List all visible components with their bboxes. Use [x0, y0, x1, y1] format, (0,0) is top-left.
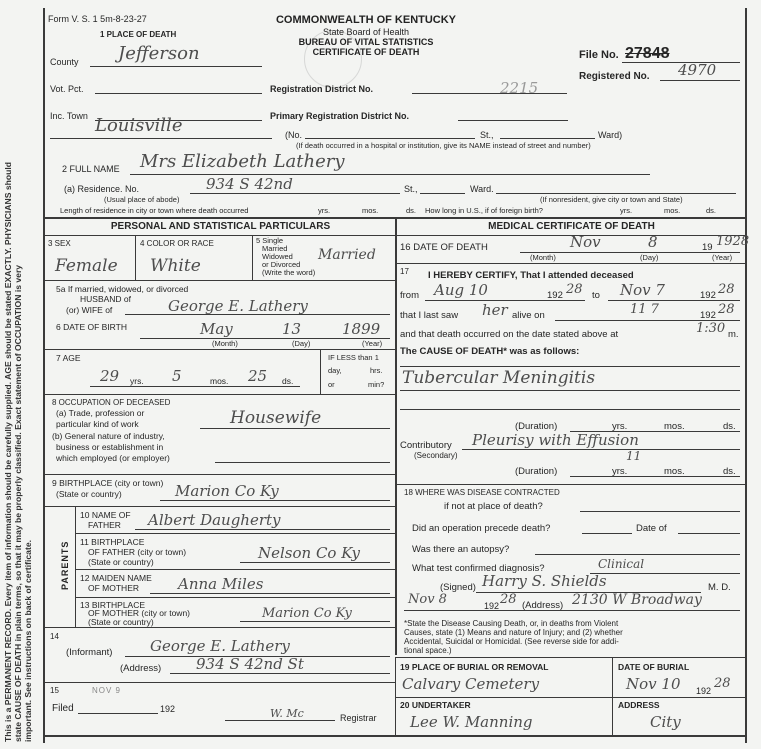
mother-bp-label-1: 13 BIRTHPLACE	[80, 600, 146, 610]
filed-label: Filed	[52, 703, 74, 714]
date-of-death-year: 1928	[716, 234, 750, 249]
last-saw-value: her	[482, 301, 508, 319]
usual-place-note: (Usual place of abode)	[104, 195, 180, 204]
spouse-label-1: 5a If married, widowed, or divorced	[56, 284, 189, 294]
primary-reg-label: Primary Registration District No.	[270, 111, 410, 121]
from-value: Aug 10	[434, 281, 488, 299]
full-name-value: Mrs Elizabeth Lathery	[140, 151, 345, 172]
color-value: White	[150, 256, 201, 276]
bottom-border	[43, 735, 745, 737]
reg-district-label: Registration District No.	[270, 84, 374, 94]
registrar-value: W. Mc	[270, 707, 304, 720]
sign-year: 28	[500, 592, 517, 607]
footnote-2: Causes, state (1) Means and nature of Injury; and (2) whether	[404, 628, 623, 637]
industry-label-1: (b) General nature of industry,	[52, 431, 165, 441]
column-divider	[395, 217, 397, 655]
city-value: Louisville	[95, 115, 183, 136]
date-burial-year: 28	[714, 676, 731, 691]
vot-pct-label: Vot. Pct.	[50, 84, 84, 94]
dob-label: 6 DATE OF BIRTH	[56, 322, 128, 332]
footnote-1: *State the Disease Causing Death, or, in deaths from Violent	[404, 619, 619, 628]
spouse-label-3: (or) WIFE of	[66, 305, 113, 315]
burial-value: Calvary Cemetery	[402, 675, 540, 693]
contributory-label: Contributory	[400, 440, 452, 451]
father-value: Albert Daugherty	[148, 511, 281, 529]
board-title: State Board of Health	[322, 27, 410, 37]
last-saw-label: that I last saw	[400, 310, 459, 321]
informant-address-label: (Address)	[120, 663, 162, 674]
death-certificate: This is a PERMANENT RECORD. Every item of information should be carefully supplied. AGE should be stated EXACTLY. PHYSICIANS should state CAUSE OF DEATH in plain terms, so that it may be properly classified. Exact statement of OCCUPATION is very important. See instructions on back of certificate. Form V. S. 1 5m-8-23-27 1 PLACE OF DEATH COMMONWEALTH OF KENTUCKY State Board of Health BUREAU OF VITAL STATISTICS CERTIFICATE OF DEATH File No. 27848 Registered No. 4970 County Jefferson Vot. Pct. Registration District No. 2215 Inc. Town Primary Registration District No. Louisville (No. St., Ward) (If death occurred in a hospital or institution, give its NAME instead of street and number) 2 FULL NAME Mrs Elizabeth Lathery (a) Residence. No. 934 S 42nd St., Ward. (Usual place of abode) (If nonresident, give city or town and State) Length of residence in city or town where death occurred yrs. mos. ds. How long in U.S., if of foreign birth? yrs. mos. ds. PERSONAL AND STATISTICAL PARTICULARS 3 SEX Female 4 COLOR OR RACE White 5 Single Married Widowed or Divorced (Write the word) Married 5a If married, widowed, or divorced HUSBAND of (or) WIFE of George E. Lathery 6 DATE OF BIRTH May 13 1899 (Month) (Day) (Year) 7 AGE 29 yrs. 5 mos. 25 ds. IF LESS than 1 day, hrs. or min? 8 OCCUPATION OF DECEASED (a) Trade, profession or particular kind of work Housewife (b) General nature of industry, business or establishment in which employed (or employer) 9 BIRTHPLACE (city or town) (State or country) Marion Co Ky PARENTS 10 NAME OF FATHER Albert Daugherty 11 BIRTHPLACE OF FATHER (city or town) (State or country) Nelson Co Ky 12 MAIDEN NAME OF MOTHER Anna Miles 13 BIRTHPLACE OF MOTHER (city or town) (State or country) Marion Co Ky 14 (Informant) George E. Lathery (Address) 934 S 42nd St 15 Filed NOV 9 192 W. Mc Registrar MEDICAL CERTIFICATE OF DEATH 16 DATE OF DEATH Nov 8 19 1928 (Month) (Day) (Year) 17 I HEREBY CERTIFY, That I attended deceased from Aug 10 192 28 to Nov 7 192 28 that I last saw her alive on 11 7 192 28 and that death occurred on the date stated above at 1:30 m. The CAUSE OF DEATH* was as follows: Tubercular Meningitis (Duration) yrs. mos. ds. Contributory Pleurisy with Effusion (Secondary) 11 (Duration) yrs. mos. ds. 18 WHERE WAS DISEASE CONTRACTED if not at place of death? Did an operation precede death? Date of Was there an autopsy? What test confirmed diagnosis? Clinical (Signed) Harry S. Shields M. D. Nov 8 192 28 (Address) 2130 W Broadway *State the Disease Causing Death, or, in deaths from Violent Causes, state (1) Means and nature of Injury; and (2) whether Accidental, Suicidal or Homicidal. (See reverse side for addi- tional space.) 19 PLACE OF BURIAL OR REMOVAL DATE OF BURIAL Calvary Cemetery Nov 10 192 28 20 UNDERTAKER ADDRESS Lee W. Manning City	[0, 0, 761, 749]
informant-label: (Informant)	[66, 647, 113, 658]
left-border	[43, 8, 45, 743]
father-label-1: 10 NAME OF	[80, 510, 131, 520]
marital-label-3: Widowed	[262, 252, 293, 261]
filed-year: 192	[160, 704, 176, 714]
birthplace-label-2: (State or country)	[56, 489, 122, 499]
father-label-2: FATHER	[88, 520, 121, 530]
how-long-us-label: How long in U.S., if of foreign birth?	[425, 206, 543, 215]
registered-no-value: 4970	[678, 61, 717, 79]
county-label: County	[50, 57, 79, 67]
marital-label-4: or Divorced	[262, 260, 301, 269]
mother-bp-value: Marion Co Ky	[262, 606, 352, 621]
county-value: Jefferson	[118, 43, 200, 64]
father-bp-label-1: 11 BIRTHPLACE	[80, 537, 145, 547]
informant-value: George E. Lathery	[150, 637, 290, 655]
test-label: What test confirmed diagnosis?	[412, 563, 545, 574]
date-burial-value: Nov 10	[626, 675, 681, 693]
date-of-label: Date of	[636, 523, 667, 534]
signed-label: (Signed)	[440, 582, 476, 593]
spouse-label-2: HUSBAND of	[80, 294, 132, 304]
occupation-label-3: particular kind of work	[56, 419, 139, 429]
mother-label-2: OF MOTHER	[88, 583, 139, 593]
date-of-death-day: 8	[648, 233, 658, 251]
parents-label: PARENTS	[60, 540, 70, 590]
physician-address-label: (Address)	[522, 600, 564, 611]
residence-value: 934 S 42nd	[206, 175, 293, 193]
from-year: 28	[566, 282, 583, 297]
cause-value: Tubercular Meningitis	[402, 368, 596, 388]
operation-label: Did an operation precede death?	[412, 523, 551, 534]
father-bp-value: Nelson Co Ky	[258, 544, 360, 562]
father-bp-label-2: OF FATHER (city or town)	[88, 547, 187, 557]
undertaker-address-value: City	[650, 713, 681, 731]
file-no-label: File No.	[579, 49, 619, 61]
footnote-4: tional space.)	[404, 646, 452, 655]
contrib-mos: 11	[626, 449, 642, 463]
to-year: 28	[718, 282, 735, 297]
dob-day: 13	[282, 320, 302, 338]
inc-town-label: Inc. Town	[50, 111, 88, 121]
footnote-3: Accidental, Suicidal or Homicidal. (See reverse side for addi-	[404, 637, 619, 646]
occupation-value: Housewife	[230, 408, 322, 428]
birthplace-value: Marion Co Ky	[175, 482, 279, 500]
color-label: 4 COLOR OR RACE	[140, 239, 214, 248]
dob-year: 1899	[342, 320, 381, 338]
place-of-death-label: 1 PLACE OF DEATH	[100, 30, 177, 39]
industry-label-3: which employed (or employer)	[56, 453, 170, 463]
sex-value: Female	[55, 256, 118, 276]
ward-label: Ward)	[598, 130, 623, 140]
filed-no: 15	[50, 686, 59, 695]
from-label: from	[400, 290, 419, 301]
contributory-value: Pleurisy with Effusion	[472, 431, 639, 449]
informant-address-value: 934 S 42nd St	[196, 655, 304, 673]
medical-section-title: MEDICAL CERTIFICATE OF DEATH	[488, 221, 655, 232]
nonresident-note: (If nonresident, give city or town and State)	[540, 195, 683, 204]
form-number: Form V. S. 1 5m-8-23-27	[48, 14, 147, 24]
undertaker-value: Lee W. Manning	[410, 713, 533, 731]
age-yrs: 29	[100, 367, 120, 385]
residence-st-label: St.,	[404, 184, 418, 194]
to-label: to	[592, 290, 600, 301]
sex-label: 3 SEX	[48, 239, 71, 248]
date-of-death-label: 16 DATE OF DEATH	[400, 242, 488, 253]
commonwealth-title: COMMONWEALTH OF KENTUCKY	[275, 14, 457, 26]
marital-label-2: Married	[262, 244, 288, 253]
header-title-block	[250, 14, 482, 57]
if-not-label: if not at place of death?	[444, 501, 543, 512]
bureau-title: BUREAU OF VITAL STATISTICS	[298, 37, 434, 47]
informant-no: 14	[50, 632, 59, 641]
last-saw-date: 11 7	[630, 302, 659, 317]
cert-no: 17	[400, 267, 409, 276]
hospital-note: (If death occurred in a hospital or institution, give its NAME instead of street and number)	[296, 141, 591, 150]
signed-value: Harry S. Shields	[482, 572, 607, 590]
marital-value: Married	[318, 247, 376, 263]
last-saw-year: 28	[718, 302, 735, 317]
reg-district-value: 2215	[500, 79, 539, 97]
date-of-death-month: Nov	[570, 233, 601, 251]
age-ds: 25	[248, 367, 268, 385]
death-time: 1:30	[696, 321, 726, 336]
st-label: St.,	[480, 130, 494, 140]
occupation-label-1: 8 OCCUPATION OF DECEASED	[52, 398, 171, 407]
father-bp-label-3: (State or country)	[88, 557, 154, 567]
mother-value: Anna Miles	[178, 575, 264, 593]
registrar-label: Registrar	[340, 713, 377, 723]
residence-label: (a) Residence. No.	[64, 184, 140, 194]
marital-label-1: 5 Single	[256, 236, 284, 245]
mother-bp-label-3: (State or country)	[88, 617, 154, 627]
occupation-label-2: (a) Trade, profession or	[56, 408, 145, 418]
length-residence-label: Length of residence in city or town where death occurred	[60, 206, 249, 215]
age-label: 7 AGE	[56, 353, 81, 363]
registered-no-label: Registered No.	[579, 71, 650, 82]
file-no-value: 27848	[625, 45, 670, 62]
date-burial-label: DATE OF BURIAL	[618, 662, 690, 672]
certificate-title: CERTIFICATE OF DEATH	[312, 47, 420, 57]
full-name-label: 2 FULL NAME	[62, 164, 120, 174]
cause-label: The CAUSE OF DEATH* was as follows:	[400, 346, 580, 357]
if-less-label: IF LESS than 1	[328, 353, 379, 362]
test-value: Clinical	[598, 557, 645, 571]
personal-section-title: PERSONAL AND STATISTICAL PARTICULARS	[110, 221, 331, 232]
industry-label-2: business or establishment in	[56, 442, 164, 452]
certify-text: I HEREBY CERTIFY, That I attended deceased	[428, 270, 634, 281]
duration-label: (Duration)	[515, 421, 558, 432]
mother-bp-label-2: OF MOTHER (city or town)	[88, 608, 191, 618]
birthplace-label-1: 9 BIRTHPLACE (city or town)	[52, 478, 164, 488]
dob-month: May	[200, 320, 233, 338]
right-border	[745, 8, 747, 743]
no-label: (No.	[285, 130, 303, 140]
side-instructions: This is a PERMANENT RECORD. Every item of information should be carefully supplied. AGE should be stated EXACTLY. PHYSICIANS should state CAUSE OF DEATH in plain terms, so that it may be properly classified. Exact statement of OCCUPATION is very important. See instructions on back of certificate.	[3, 161, 33, 742]
filed-stamp: NOV 9	[92, 686, 122, 695]
undertaker-label: 20 UNDERTAKER	[400, 700, 471, 710]
disease-contracted-label: 18 WHERE WAS DISEASE CONTRACTED	[404, 488, 560, 497]
spouse-value: George E. Lathery	[168, 297, 308, 315]
age-mos: 5	[172, 367, 182, 385]
death-occurred-label: and that death occurred on the date stated above at	[400, 329, 619, 340]
undertaker-address-label: ADDRESS	[618, 700, 660, 710]
residence-ward-label: Ward.	[470, 184, 494, 194]
to-value: Nov 7	[620, 281, 665, 299]
autopsy-label: Was there an autopsy?	[412, 544, 510, 555]
burial-label: 19 PLACE OF BURIAL OR REMOVAL	[400, 662, 549, 672]
secondary-label: (Secondary)	[414, 451, 458, 460]
mother-label-1: 12 MAIDEN NAME	[80, 573, 152, 583]
sign-date: Nov 8	[408, 592, 447, 607]
marital-label-5: (Write the word)	[262, 268, 316, 277]
physician-address-value: 2130 W Broadway	[572, 592, 702, 608]
